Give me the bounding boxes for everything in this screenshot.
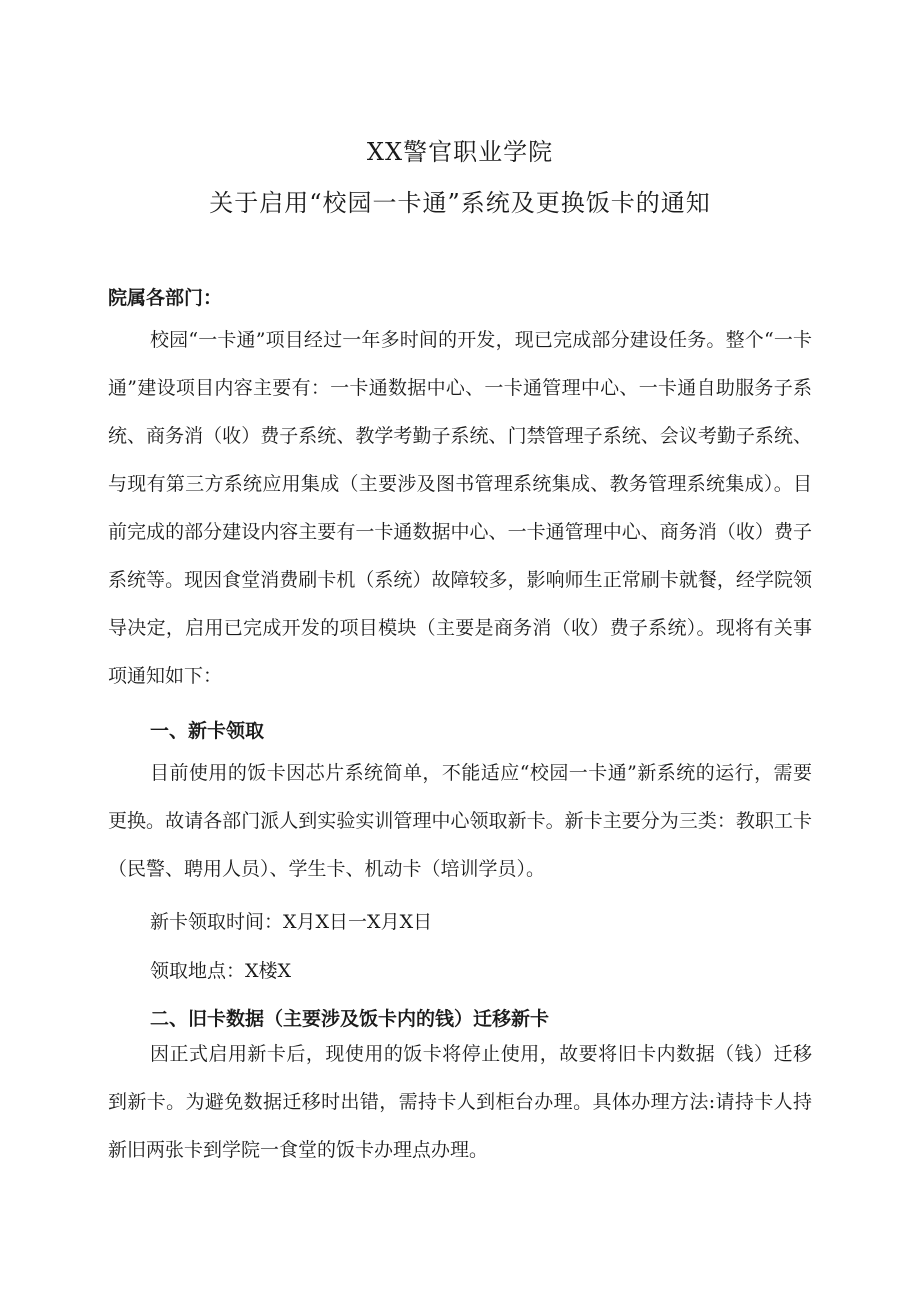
data-migration-paragraph: 因正式启用新卡后，现使用的饭卡将停止使用，故要将旧卡内数据（钱）迁移到新卡。为避免数据迁移时出错，需持卡人到柜台办理。具体办理方法:请持卡人持新旧两张卡到学院一食堂的饭卡办理点办理。 xyxy=(108,1043,812,1161)
pickup-place: 领取地点：X楼X xyxy=(150,960,292,982)
salutation: 院属各部门： xyxy=(108,287,223,309)
document-title: XX警官职业学院 xyxy=(366,138,554,166)
section-heading-data-migration: 二、旧卡数据（主要涉及饭卡内的钱）迁移新卡 xyxy=(150,1008,550,1030)
new-card-paragraph: 目前使用的饭卡因芯片系统简单，不能适应“校园一卡通”新系统的运行，需要更换。故请各部门派人到实验实训管理中心领取新卡。新卡主要分为三类：教职工卡（民警、聘用人员）、学生卡、机动卡（培训学员）。 xyxy=(108,762,812,880)
section-heading-new-card: 一、新卡领取 xyxy=(150,720,265,742)
intro-paragraph: 校园“一卡通”项目经过一年多时间的开发，现已完成部分建设任务。整个“一卡通”建设项目内容主要有：一卡通数据中心、一卡通管理中心、一卡通自助服务子系统、商务消（收）费子系统、教学考勤子系统、门禁管理子系统、会议考勤子系统、与现有第三方系统应用集成（主要涉及图书管理系统集成、教务管理系统集成）。目前完成的部分建设内容主要有一卡通数据中心、一卡通管理中心、商务消（收）费子系统等。现因食堂消费刷卡机（系统）故障较多，影响师生正常刷卡就餐，经学院领导决定，启用已完成开发的项目模块（主要是商务消（收）费子系统）。现将有关事项通知如下： xyxy=(108,329,812,687)
document-subtitle: 关于启用“校园一卡通”系统及更换饭卡的通知 xyxy=(209,189,711,217)
pickup-time: 新卡领取时间：X月X日一X月X日 xyxy=(150,911,433,933)
